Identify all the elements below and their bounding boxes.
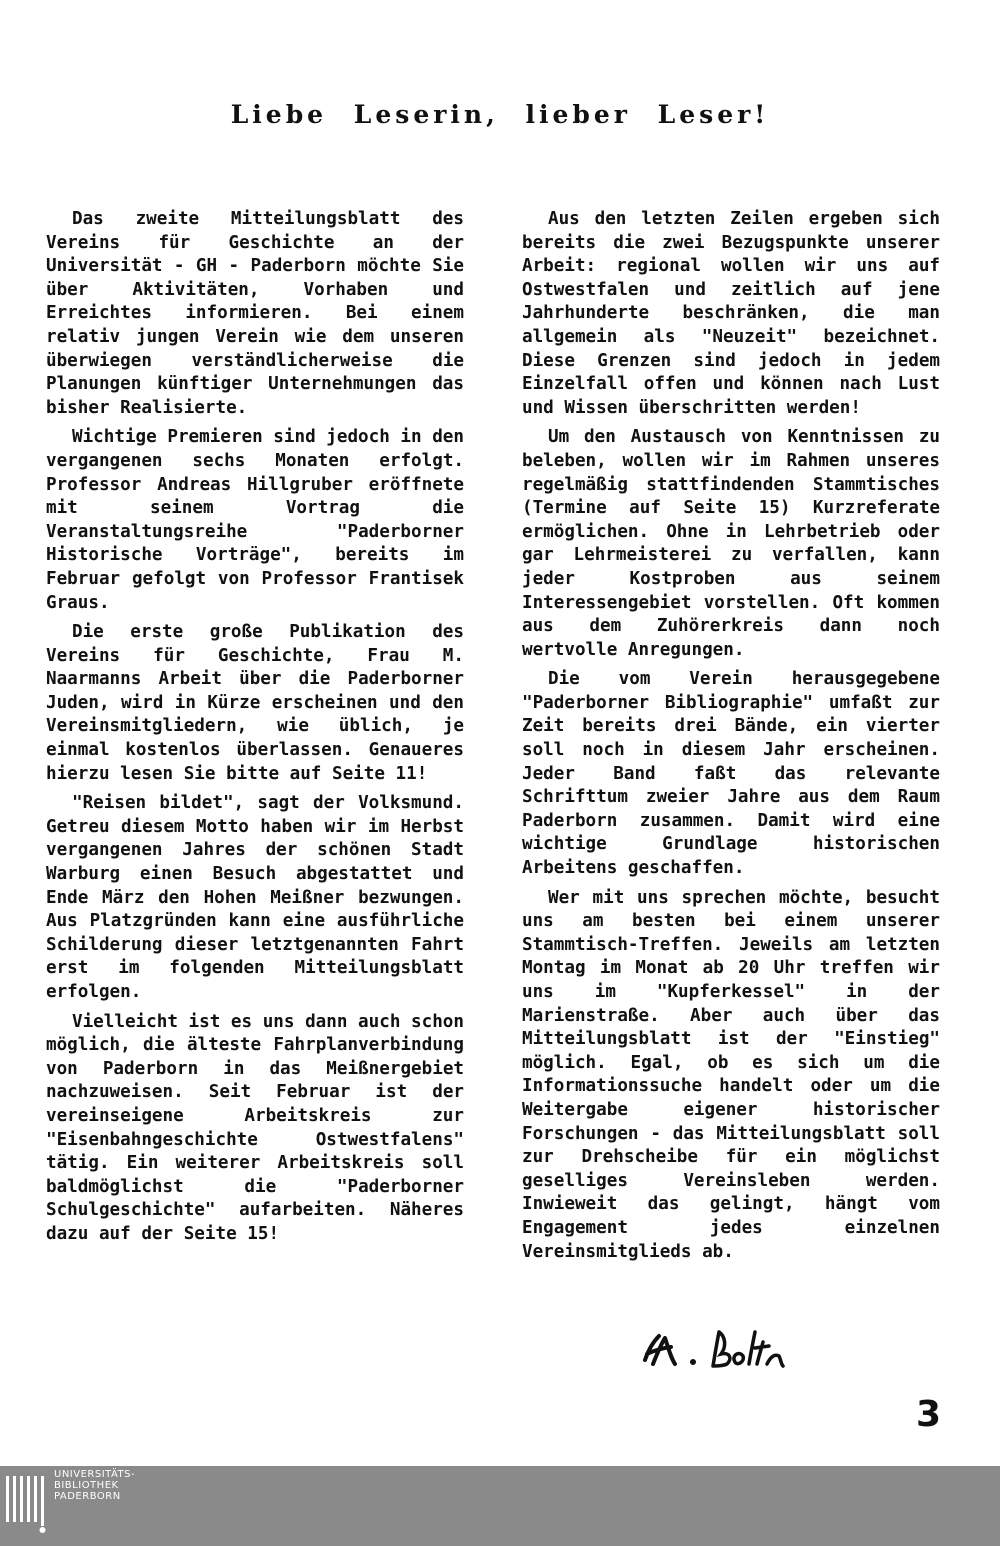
footer-line: PADERBORN bbox=[54, 1491, 121, 1502]
footer-line: BIBLIOTHEK bbox=[54, 1480, 119, 1491]
paragraph: Das zweite Mitteilungsblatt des Vereins für Geschichte an der Universität - GH - Paderborn möchte Sie über Aktivitäten, Vorhaben und Erreichtes informieren. Bei einem relativ jungen Verein wie dem unseren überwiegen verständlicherweise die Planungen künftiger Unternehmungen das bisher Realisierte. bbox=[46, 209, 464, 418]
library-footer bbox=[0, 1466, 1000, 1546]
library-logo-icon bbox=[6, 1476, 46, 1534]
handwritten-signature bbox=[635, 1320, 795, 1380]
paragraph: Um den Austausch von Kenntnissen zu beleben, wollen wir im Rahmen unseres regelmäßig stattfindenden Stammtisches (Termine auf Seite 15) Kurzreferate ermöglichen. Ohne in Lehrbetrieb oder gar Lehrmeisterei zu verfallen, kann jeder Kostproben aus seinem Interessengebiet vorstellen. Oft kommen aus dem Zuhörerkreis dann noch wertvolle Anregungen. bbox=[522, 427, 940, 660]
page-title: Liebe Leserin, lieber Leser! bbox=[230, 100, 770, 129]
paragraph: Wer mit uns sprechen möchte, besucht uns am besten bei einem unserer Stammtisch-Treffen. Jeweils am letzten Montag im Monat ab 20 Uhr treffen wir uns im "Kupferkessel" in der Marienstraße. Aber auch über das Mitteilungsblatt ist der "Einstieg" möglich. Egal, ob es sich um die Informationssuche handelt oder um die Weitergabe eigener historischer Forschungen - das Mitteilungsblatt soll zur Drehscheibe für ein möglichst geselliges Vereinsleben werden. Inwieweit das gelingt, hängt vom Engagement jedes einzelnen Vereinsmitglieds ab. bbox=[522, 887, 940, 1262]
library-name bbox=[54, 1469, 135, 1502]
paragraph: Die vom Verein herausgegebene "Paderborner Bibliographie" umfaßt zur Zeit bereits drei Bände, ein vierter soll noch in diesem Jahr erscheinen. Jeder Band faßt das relevante Schrifttum zweier Jahre aus dem Raum Paderborn zusammen. Damit wird eine wichtige Grundlage historischen Arbeitens geschaffen. bbox=[522, 669, 940, 879]
right-column bbox=[522, 208, 940, 1270]
left-column bbox=[46, 208, 464, 1253]
paragraph: "Reisen bildet", sagt der Volksmund. Getreu diesem Motto haben wir im Herbst vergangenen Jahres der schönen Stadt Warburg einen Besuch abgestattet und Ende März den Hohen Meißner bezwungen. Aus Platzgründen kann eine ausführliche Schilderung dieser letztgenannten Fahrt erst im folgenden Mitteilungsblatt erfolgen. bbox=[46, 793, 464, 1002]
paragraph: Wichtige Premieren sind jedoch in den vergangenen sechs Monaten erfolgt. Professor Andreas Hillgruber eröffnete mit seinem Vortrag die Veranstaltungsreihe "Paderborner Historische Vorträge", bereits im Februar gefolgt von Professor Frantisek Graus. bbox=[46, 427, 464, 613]
paragraph: Vielleicht ist es uns dann auch schon möglich, die älteste Fahrplanverbindung von Paderborn in das Meißnergebiet nachzuweisen. Seit Februar ist der vereinseigene Arbeitskreis zur "Eisenbahngeschichte Ostwestfalens" tätig. Ein weiterer Arbeitskreis soll baldmöglichst die "Paderborner Schulgeschichte" aufarbeiten. Näheres dazu auf der Seite 15! bbox=[46, 1011, 464, 1244]
footer-line: UNIVERSITÄTS- bbox=[54, 1469, 136, 1480]
page-number: 3 bbox=[916, 1394, 942, 1435]
paragraph: Die erste große Publikation des Vereins für Geschichte, Frau M. Naarmanns Arbeit über die Paderborner Juden, wird in Kürze erscheinen und den Vereinsmitgliedern, wie üblich, je einmal kostenlos überlassen. Genaueres hierzu lesen Sie bitte auf Seite 11! bbox=[46, 622, 464, 784]
paragraph: Aus den letzten Zeilen ergeben sich bereits die zwei Bezugspunkte unserer Arbeit: regional wollen wir uns auf Ostwestfalen und zeitlich auf jene Jahrhunderte beschränken, die man allgemein als "Neuzeit" bezeichnet. Diese Grenzen sind jedoch in jedem Einzelfall offen und können nach Lust und Wissen überschritten werden! bbox=[522, 209, 940, 418]
